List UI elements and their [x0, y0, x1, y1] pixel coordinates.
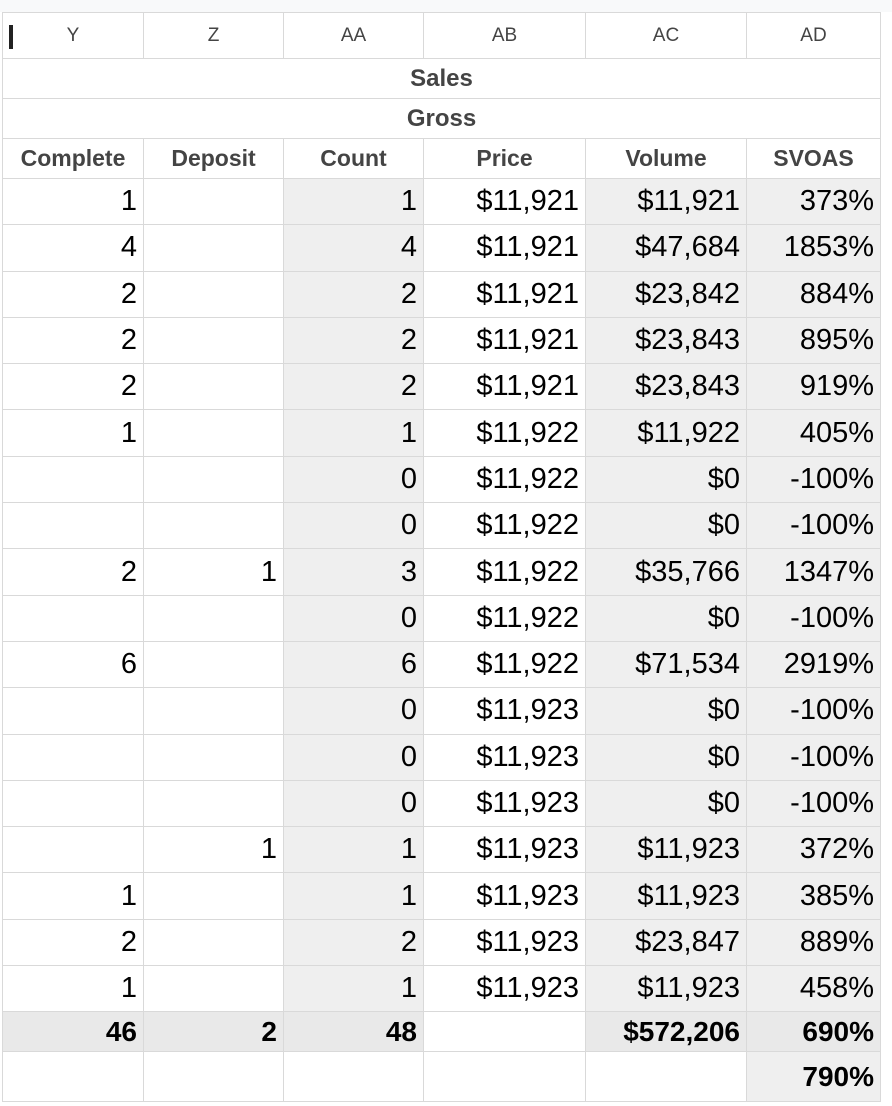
volume-cell[interactable]: $23,843	[586, 317, 747, 363]
volume-cell[interactable]: $0	[586, 456, 747, 502]
table-row	[3, 410, 881, 456]
count-cell[interactable]: 0	[284, 688, 424, 734]
svoas-cell[interactable]: 372%	[747, 827, 881, 873]
price-cell[interactable]: $11,922	[424, 410, 586, 456]
table-row	[3, 317, 881, 363]
volume-cell[interactable]: $47,684	[586, 225, 747, 271]
svoas-cell[interactable]: -100%	[747, 688, 881, 734]
footer-row	[3, 1052, 881, 1102]
totals-row	[3, 1012, 881, 1052]
svoas-cell[interactable]: -100%	[747, 595, 881, 641]
deposit-cell[interactable]	[144, 225, 284, 271]
complete-cell[interactable]	[3, 688, 144, 734]
svoas-cell[interactable]: 895%	[747, 317, 881, 363]
price-cell[interactable]: $11,923	[424, 734, 586, 780]
footer-svoas-cell[interactable]: 790%	[747, 1052, 881, 1102]
total-count-cell[interactable]: 48	[284, 1012, 424, 1052]
header-complete[interactable]: Complete	[3, 139, 144, 179]
footer-count-cell[interactable]	[284, 1052, 424, 1102]
volume-cell[interactable]: $35,766	[586, 549, 747, 595]
deposit-cell[interactable]	[144, 780, 284, 826]
count-cell[interactable]: 0	[284, 456, 424, 502]
freeze-handle[interactable]	[9, 25, 13, 49]
price-cell[interactable]: $11,922	[424, 456, 586, 502]
svoas-cell[interactable]: -100%	[747, 456, 881, 502]
price-cell[interactable]: $11,922	[424, 503, 586, 549]
deposit-cell[interactable]	[144, 919, 284, 965]
complete-cell[interactable]: 1	[3, 410, 144, 456]
price-cell[interactable]: $11,923	[424, 688, 586, 734]
total-price-cell[interactable]	[424, 1012, 586, 1052]
svoas-cell[interactable]: 889%	[747, 919, 881, 965]
complete-cell[interactable]: 2	[3, 317, 144, 363]
table-row	[3, 688, 881, 734]
data-grid	[2, 12, 881, 1102]
complete-cell[interactable]: 6	[3, 641, 144, 687]
deposit-cell[interactable]	[144, 271, 284, 317]
svoas-cell[interactable]: 2919%	[747, 641, 881, 687]
deposit-cell[interactable]	[144, 317, 284, 363]
complete-cell[interactable]	[3, 595, 144, 641]
volume-cell[interactable]: $23,842	[586, 271, 747, 317]
column-header-aa[interactable]: AA	[284, 13, 424, 59]
deposit-cell[interactable]: 1	[144, 549, 284, 595]
table-row	[3, 225, 881, 271]
header-count[interactable]: Count	[284, 139, 424, 179]
count-cell[interactable]: 0	[284, 734, 424, 780]
svoas-cell[interactable]: -100%	[747, 734, 881, 780]
volume-cell[interactable]: $0	[586, 734, 747, 780]
total-deposit-cell[interactable]: 2	[144, 1012, 284, 1052]
svoas-cell[interactable]: 1347%	[747, 549, 881, 595]
svoas-cell[interactable]: -100%	[747, 780, 881, 826]
gross-header[interactable]: Gross	[3, 99, 881, 139]
volume-cell[interactable]: $11,923	[586, 966, 747, 1012]
header-svoas[interactable]: SVOAS	[747, 139, 881, 179]
volume-cell[interactable]: $71,534	[586, 641, 747, 687]
price-cell[interactable]: $11,921	[424, 271, 586, 317]
column-header-ab[interactable]: AB	[424, 13, 586, 59]
deposit-cell[interactable]	[144, 503, 284, 549]
volume-cell[interactable]: $23,847	[586, 919, 747, 965]
price-cell[interactable]: $11,923	[424, 827, 586, 873]
price-cell[interactable]: $11,921	[424, 317, 586, 363]
column-letter: Y	[66, 24, 80, 46]
group-header-row	[3, 59, 881, 99]
deposit-cell[interactable]	[144, 688, 284, 734]
volume-cell[interactable]: $0	[586, 595, 747, 641]
count-cell[interactable]: 1	[284, 966, 424, 1012]
total-complete-cell[interactable]: 46	[3, 1012, 144, 1052]
complete-cell[interactable]: 4	[3, 225, 144, 271]
deposit-cell[interactable]	[144, 873, 284, 919]
price-cell[interactable]: $11,923	[424, 873, 586, 919]
count-cell[interactable]: 2	[284, 364, 424, 410]
count-cell[interactable]: 1	[284, 827, 424, 873]
complete-cell[interactable]: 2	[3, 919, 144, 965]
table-row	[3, 503, 881, 549]
count-cell[interactable]: 1	[284, 179, 424, 225]
price-cell[interactable]: $11,923	[424, 780, 586, 826]
table-row	[3, 919, 881, 965]
volume-cell[interactable]: $11,923	[586, 873, 747, 919]
column-header-z[interactable]: Z	[144, 13, 284, 59]
count-cell[interactable]: 0	[284, 503, 424, 549]
volume-cell[interactable]: $11,922	[586, 410, 747, 456]
table-row	[3, 456, 881, 502]
header-volume[interactable]: Volume	[586, 139, 747, 179]
price-cell[interactable]: $11,921	[424, 225, 586, 271]
svoas-cell[interactable]: 385%	[747, 873, 881, 919]
toolbar-edge	[0, 0, 892, 12]
table-row	[3, 271, 881, 317]
complete-cell[interactable]	[3, 780, 144, 826]
complete-cell[interactable]: 2	[3, 364, 144, 410]
volume-cell[interactable]: $11,921	[586, 179, 747, 225]
price-cell[interactable]: $11,923	[424, 919, 586, 965]
svoas-cell[interactable]: 373%	[747, 179, 881, 225]
price-cell[interactable]: $11,921	[424, 364, 586, 410]
footer-deposit-cell[interactable]	[144, 1052, 284, 1102]
footer-complete-cell[interactable]	[3, 1052, 144, 1102]
svoas-cell[interactable]: 1853%	[747, 225, 881, 271]
complete-cell[interactable]: 1	[3, 179, 144, 225]
deposit-cell[interactable]	[144, 966, 284, 1012]
price-cell[interactable]: $11,922	[424, 549, 586, 595]
complete-cell[interactable]: 2	[3, 549, 144, 595]
count-cell[interactable]: 2	[284, 919, 424, 965]
table-row	[3, 549, 881, 595]
table-row	[3, 734, 881, 780]
volume-cell[interactable]: $0	[586, 503, 747, 549]
svoas-cell[interactable]: 884%	[747, 271, 881, 317]
footer-volume-cell[interactable]	[586, 1052, 747, 1102]
deposit-cell[interactable]	[144, 734, 284, 780]
complete-cell[interactable]	[3, 734, 144, 780]
complete-cell[interactable]: 1	[3, 873, 144, 919]
price-cell[interactable]: $11,921	[424, 179, 586, 225]
column-header-ad[interactable]: AD	[747, 13, 881, 59]
header-price[interactable]: Price	[424, 139, 586, 179]
table-row	[3, 641, 881, 687]
header-deposit[interactable]: Deposit	[144, 139, 284, 179]
complete-cell[interactable]	[3, 503, 144, 549]
svoas-cell[interactable]: -100%	[747, 503, 881, 549]
price-cell[interactable]: $11,923	[424, 966, 586, 1012]
table-row	[3, 179, 881, 225]
svoas-cell[interactable]: 458%	[747, 966, 881, 1012]
count-cell[interactable]: 4	[284, 225, 424, 271]
deposit-cell[interactable]	[144, 456, 284, 502]
deposit-cell[interactable]	[144, 641, 284, 687]
count-cell[interactable]: 2	[284, 271, 424, 317]
complete-cell[interactable]	[3, 827, 144, 873]
deposit-cell[interactable]	[144, 364, 284, 410]
table-row	[3, 595, 881, 641]
volume-cell[interactable]: $0	[586, 688, 747, 734]
table-row	[3, 873, 881, 919]
count-cell[interactable]: 1	[284, 410, 424, 456]
volume-cell[interactable]: $0	[586, 780, 747, 826]
table-row	[3, 780, 881, 826]
table-row	[3, 966, 881, 1012]
svoas-cell[interactable]: 405%	[747, 410, 881, 456]
column-header-y[interactable]	[3, 13, 144, 59]
complete-cell[interactable]	[3, 456, 144, 502]
complete-cell[interactable]: 1	[3, 966, 144, 1012]
column-header-ac[interactable]: AC	[586, 13, 747, 59]
deposit-cell[interactable]	[144, 595, 284, 641]
price-cell[interactable]: $11,922	[424, 641, 586, 687]
deposit-cell[interactable]: 1	[144, 827, 284, 873]
count-cell[interactable]: 0	[284, 595, 424, 641]
total-volume-cell[interactable]: $572,206	[586, 1012, 747, 1052]
group-header-row	[3, 99, 881, 139]
total-svoas-cell[interactable]: 690%	[747, 1012, 881, 1052]
footer-price-cell[interactable]	[424, 1052, 586, 1102]
table-row	[3, 364, 881, 410]
price-cell[interactable]: $11,922	[424, 595, 586, 641]
sales-header[interactable]: Sales	[3, 59, 881, 99]
count-cell[interactable]: 2	[284, 317, 424, 363]
count-cell[interactable]: 3	[284, 549, 424, 595]
field-header-row	[3, 139, 881, 179]
count-cell[interactable]: 0	[284, 780, 424, 826]
deposit-cell[interactable]	[144, 179, 284, 225]
svoas-cell[interactable]: 919%	[747, 364, 881, 410]
volume-cell[interactable]: $23,843	[586, 364, 747, 410]
volume-cell[interactable]: $11,923	[586, 827, 747, 873]
column-header-row	[3, 13, 881, 59]
count-cell[interactable]: 6	[284, 641, 424, 687]
complete-cell[interactable]: 2	[3, 271, 144, 317]
deposit-cell[interactable]	[144, 410, 284, 456]
count-cell[interactable]: 1	[284, 873, 424, 919]
table-row	[3, 827, 881, 873]
